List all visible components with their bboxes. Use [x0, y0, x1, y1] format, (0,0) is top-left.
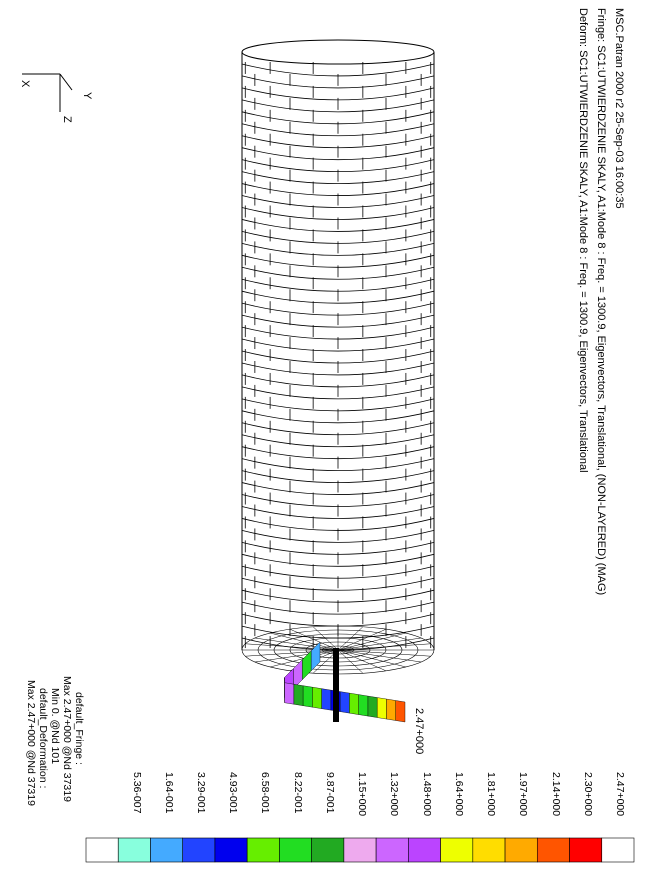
legend-tick-label: 1.48+000: [421, 772, 432, 816]
legend-tick-label: 1.64-001: [163, 772, 174, 813]
legend-tick-label: 9.87-001: [324, 772, 335, 813]
fringe-max: Max 2.47+000 @Nd 37319: [62, 676, 73, 802]
legend-tick-label: 8.22-001: [292, 772, 303, 813]
cylinder-mesh: [242, 40, 434, 650]
axis-x-label: X: [19, 80, 30, 87]
legend-tick-label: 5.36-007: [131, 772, 142, 813]
legend-tick-label: 1.15+000: [357, 772, 368, 816]
legend-tick-label: 1.64+000: [453, 772, 464, 816]
axis-z-label: Z: [61, 116, 72, 123]
fringe-legend: [86, 838, 634, 862]
legend-tick-label: 1.32+000: [389, 772, 400, 816]
legend-tick-label: 1.97+000: [518, 772, 529, 816]
deformed-band: [284, 642, 405, 722]
legend-tick-label: 1.81+000: [486, 772, 497, 816]
legend-tick-label: 2.47+000: [615, 772, 626, 816]
legend-tick-label: 6.58-001: [260, 772, 271, 813]
legend-tick-label: 2.30+000: [582, 772, 593, 816]
legend-tick-label: 2.14+000: [550, 772, 561, 816]
header-line-1: MSC.Patran 2000 r2 25-Sep-03 16:00:35: [613, 8, 624, 209]
deform-max: Max 2.47+000 @Nd 37319: [26, 680, 37, 806]
axis-y-label: Y: [81, 92, 92, 99]
fringe-min: Min 0. @Nd 101: [50, 688, 61, 764]
max-marker-label: 2.47+000: [413, 708, 424, 754]
header-line-2: Fringe: SC1:UTWIERDZENIE SKALY, A1:Mode 8 : Freq. = 1300.9, Eigenvectors, Translational, (NON-LAYERED) (MAG): [595, 8, 606, 595]
header-line-3: Deform: SC1:UTWIERDZENIE SKALY, A1:Mode 8 : Freq. = 1300.9, Eigenvectors, Translational: [577, 8, 588, 473]
deform-title: default_Deformation :: [38, 688, 49, 788]
legend-tick-label: 3.29-001: [195, 772, 206, 813]
fringe-title: default_Fringe :: [74, 692, 85, 765]
legend-tick-label: 4.93-001: [228, 772, 239, 813]
